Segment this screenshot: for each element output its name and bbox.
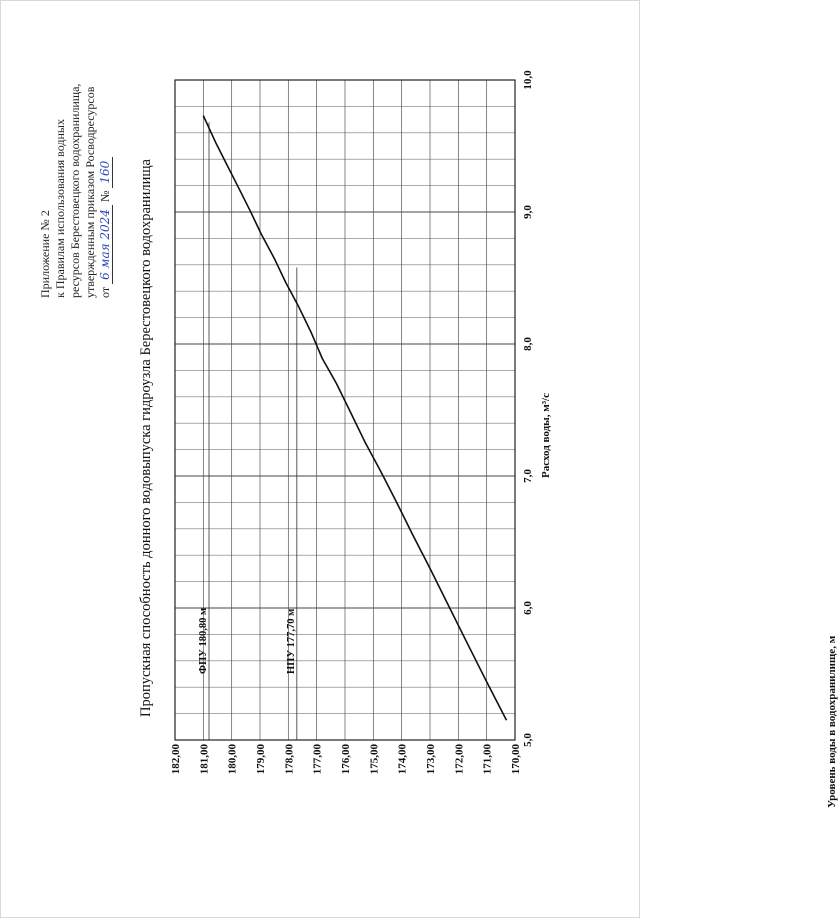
header-line: ресурсов Берестовецкого водохранилища, xyxy=(68,83,82,298)
header-line: к Правилам использования водных xyxy=(53,119,67,298)
x-tick-label: 8,0 xyxy=(522,337,534,351)
header-line: Приложение № 2 xyxy=(38,210,52,298)
y-tick-label: 171,00 xyxy=(481,744,494,775)
y-tick-label: 177,00 xyxy=(311,744,324,775)
y-tick-label: 170,00 xyxy=(510,744,522,775)
y-axis-label: Уровень воды в водохранилище, м xyxy=(826,635,838,808)
approval-no-prefix: № xyxy=(98,190,112,203)
approval-number: 160 xyxy=(98,157,113,188)
discharge-curve xyxy=(203,116,506,721)
header-line: утвержденным приказом Росводресурсов xyxy=(83,86,97,298)
level-label: НПУ 177,70 м xyxy=(285,608,297,674)
x-tick-label: 7,0 xyxy=(522,469,534,483)
x-tick-label: 6,0 xyxy=(522,601,534,615)
x-axis-label: Расход воды, м³/с xyxy=(540,393,552,478)
y-tick-label: 173,00 xyxy=(425,744,437,775)
x-tick-label: 9,0 xyxy=(522,205,534,219)
chart-title: Пропускная способность донного водовыпуска гидроузла Берестовецкого водохранилища xyxy=(138,159,154,718)
y-tick-label: 182,00 xyxy=(170,744,182,775)
approval-prefix: от xyxy=(98,286,112,298)
level-label: ФПУ 180,80 м xyxy=(198,607,209,674)
y-tick-label: 178,00 xyxy=(283,744,296,775)
x-tick-label: 5,0 xyxy=(522,733,534,747)
y-tick-label: 181,00 xyxy=(198,744,211,775)
y-tick-label: 172,00 xyxy=(453,744,466,775)
y-tick-label: 174,00 xyxy=(396,744,409,775)
y-tick-label: 180,00 xyxy=(226,744,239,775)
y-tick-label: 175,00 xyxy=(368,744,381,775)
approval-date: 6 мая 2024 xyxy=(98,205,113,284)
y-tick-label: 179,00 xyxy=(255,744,267,775)
y-tick-label: 176,00 xyxy=(340,744,352,775)
x-tick-label: 10,0 xyxy=(522,70,534,90)
